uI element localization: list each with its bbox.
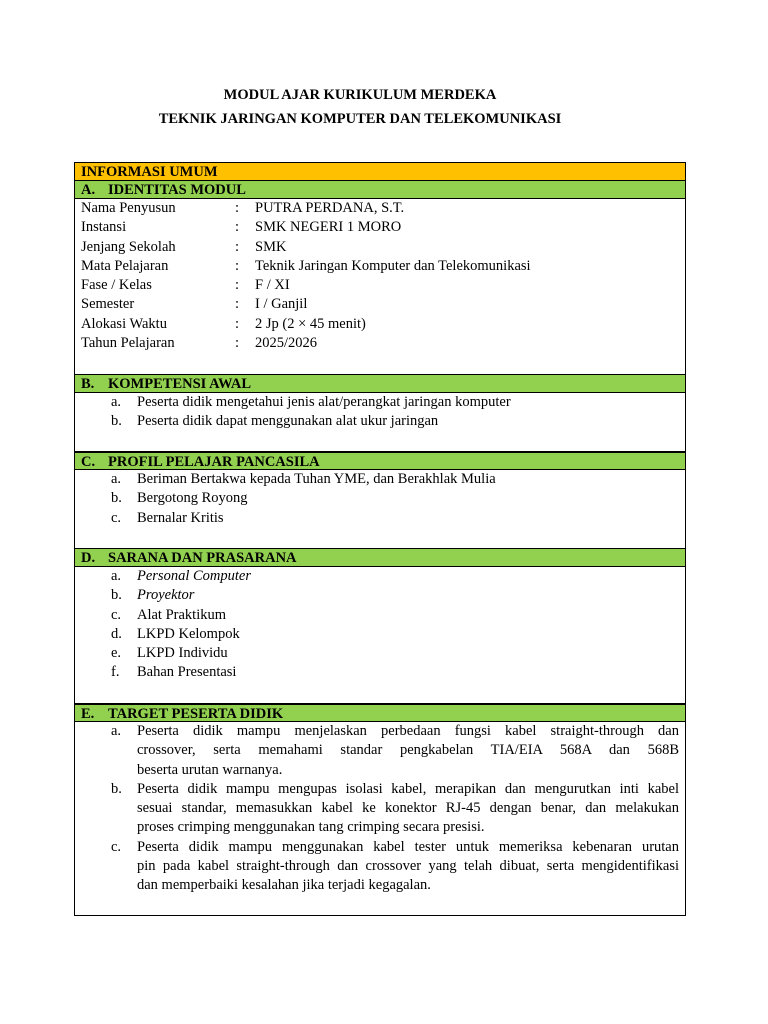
document-title: MODUL AJAR KURIKULUM MERDEKA: [223, 87, 497, 103]
list-marker: b.: [111, 413, 122, 430]
identity-separator: :: [235, 315, 240, 332]
list-text: Beriman Bertakwa kepada Tuhan YME, dan Berakhlak Mulia: [137, 471, 496, 487]
identity-row: [75, 238, 685, 257]
identity-key: Fase / Kelas: [81, 277, 152, 294]
identity-key: Semester: [81, 296, 135, 313]
list-marker: b.: [111, 780, 122, 797]
list-marker: c.: [111, 509, 122, 526]
section-letter: D.: [81, 550, 96, 566]
identity-value: Teknik Jaringan Komputer dan Telekomunikasi: [255, 257, 531, 274]
identity-row: [75, 199, 685, 218]
list-marker: a.: [111, 471, 122, 487]
list-text: Alat Praktikum: [137, 606, 227, 623]
identity-key: Alokasi Waktu: [81, 315, 167, 332]
identity-separator: :: [235, 335, 240, 352]
list-item: [75, 489, 685, 508]
identity-key: Jenjang Sekolah: [81, 238, 176, 255]
list-item: [75, 606, 685, 625]
identity-separator: :: [235, 296, 240, 313]
identity-key: Tahun Pelajaran: [81, 335, 175, 352]
list-marker: a.: [111, 394, 122, 410]
list-item: [75, 412, 685, 431]
list-text: Peserta didik mengetahui jenis alat/perangkat jaringan komputer: [137, 394, 511, 410]
identity-section: [74, 162, 686, 375]
section-d-header: [75, 549, 685, 567]
list-marker: b.: [111, 490, 122, 507]
list-item: [75, 586, 685, 605]
section-e-header: [75, 704, 685, 722]
list-marker: c.: [111, 838, 122, 855]
section-title: PROFIL PELAJAR PANCASILA: [108, 454, 320, 470]
identity-key: Mata Pelajaran: [81, 257, 169, 274]
section-c-list: [75, 470, 685, 528]
identity-separator: :: [235, 257, 240, 274]
list-text: Proyektor: [137, 587, 195, 604]
list-marker: d.: [111, 625, 122, 642]
section-title: SARANA DAN PRASARANA: [108, 550, 297, 566]
list-marker: e.: [111, 645, 122, 662]
identity-row: [75, 257, 685, 276]
identity-row: [75, 218, 685, 237]
section-title: IDENTITAS MODUL: [108, 182, 246, 198]
list-text-line: pin pada kabel straight-through dan crossover yang telah dibuat, serta mengidentifikasi: [137, 858, 679, 875]
list-text: Bernalar Kritis: [137, 509, 224, 526]
list-text: Personal Computer: [137, 568, 251, 584]
section-e: [74, 703, 686, 916]
section-d: [74, 548, 686, 705]
list-text-line: beserta urutan warnanya.: [137, 761, 283, 778]
section-c: [74, 451, 686, 549]
identity-value: 2 Jp (2 × 45 menit): [255, 315, 366, 332]
list-item: [75, 722, 685, 780]
identity-row: [75, 334, 685, 353]
section-title: TARGET PESERTA DIDIK: [108, 706, 284, 722]
list-marker: a.: [111, 568, 122, 584]
identity-value: I / Ganjil: [255, 296, 308, 313]
list-item: [75, 838, 685, 896]
list-text: Bahan Presentasi: [137, 664, 237, 681]
section-b: [74, 374, 686, 453]
section-e-list: [75, 722, 685, 896]
identity-key: Nama Penyusun: [81, 200, 176, 216]
identity-value: 2025/2026: [255, 335, 318, 352]
list-text-line: sesuai standar, memasukkan kabel ke konektor RJ-45 dengan benar, dan melakukan: [137, 800, 679, 817]
list-marker: f.: [111, 664, 120, 681]
list-item: [75, 780, 685, 838]
section-letter: A.: [81, 182, 96, 198]
list-item: [75, 625, 685, 644]
section-b-list: [75, 393, 685, 432]
identity-row: [75, 276, 685, 295]
section-b-header: [75, 375, 685, 393]
identity-key: Instansi: [81, 219, 127, 236]
list-marker: a.: [111, 723, 122, 739]
informasi-umum-header: INFORMASI UMUM: [75, 163, 685, 181]
section-d-list: [75, 567, 685, 683]
list-marker: c.: [111, 606, 122, 623]
list-item: [75, 567, 685, 586]
identity-row: [75, 315, 685, 334]
list-item: [75, 663, 685, 682]
list-text-line: proses crimping menggunakan tang crimping secara presisi.: [137, 819, 485, 836]
identity-value: F / XI: [255, 277, 290, 294]
identity-separator: :: [235, 238, 240, 255]
section-a-header: [75, 181, 685, 199]
identity-value: PUTRA PERDANA, S.T.: [255, 200, 405, 216]
list-text: Peserta didik dapat menggunakan alat ukur jaringan: [137, 413, 439, 430]
list-text-line: Peserta didik mampu menjelaskan perbedaan fungsi kabel straight-through dan: [137, 723, 679, 739]
section-c-header: [75, 452, 685, 470]
list-item: [75, 509, 685, 528]
identity-value: SMK: [255, 238, 287, 255]
list-text: LKPD Kelompok: [137, 625, 240, 642]
identity-row: [75, 295, 685, 314]
section-title: KOMPETENSI AWAL: [108, 376, 252, 392]
identity-value: SMK NEGERI 1 MORO: [255, 219, 402, 236]
list-marker: b.: [111, 587, 122, 604]
identity-separator: :: [235, 277, 240, 294]
identity-table: [75, 199, 685, 353]
list-item: [75, 644, 685, 663]
document-subtitle: TEKNIK JARINGAN KOMPUTER DAN TELEKOMUNIKASI: [158, 111, 562, 127]
section-letter: B.: [81, 376, 95, 392]
identity-separator: :: [235, 219, 240, 236]
list-text-line: Peserta didik mampu menggunakan kabel tester untuk memeriksa kebenaran urutan: [137, 838, 679, 855]
list-item: [75, 470, 685, 489]
list-item: [75, 393, 685, 412]
list-text: Bergotong Royong: [137, 490, 248, 507]
section-letter: E.: [81, 706, 95, 722]
list-text-line: crossover, serta memahami standar pengkabelan TIA/EIA 568A dan 568B: [137, 742, 679, 759]
identity-separator: :: [235, 200, 240, 216]
list-text: LKPD Individu: [137, 645, 228, 662]
list-text-line: Peserta didik mampu mengupas isolasi kabel, merapikan dan mengurutkan inti kabel: [137, 780, 679, 797]
list-text-line: dan memperbaiki kesalahan jika terjadi kegagalan.: [137, 877, 431, 894]
section-letter: C.: [81, 454, 96, 470]
